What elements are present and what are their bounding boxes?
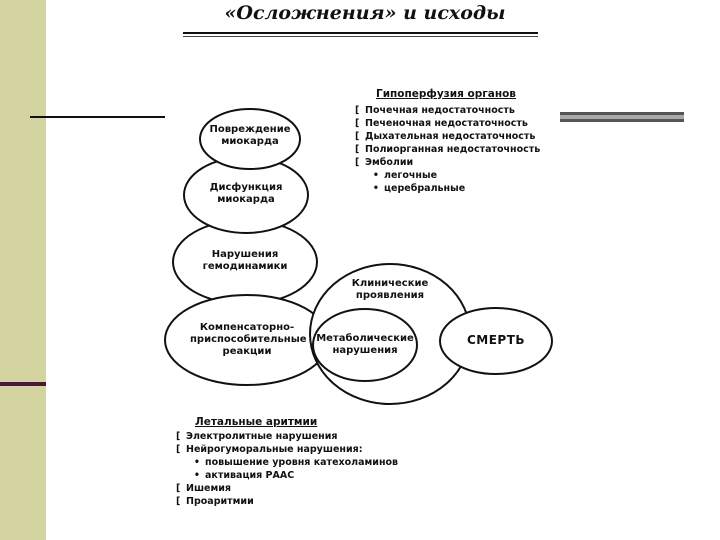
list-item	[355, 182, 540, 195]
list-item	[176, 456, 398, 469]
bullet-icon: •	[193, 457, 200, 468]
list-item-text: активация РААС	[205, 470, 295, 481]
list-item-text: церебральные	[384, 183, 466, 194]
node-hemodynamic-disorders: Нарушения гемодинамики	[202, 249, 288, 272]
bracket-marker: [	[176, 483, 181, 494]
bullet-icon: •	[372, 183, 379, 194]
bullet-icon: •	[372, 170, 379, 181]
bracket-marker: [	[355, 131, 360, 142]
list-item	[355, 143, 540, 156]
list-item-text: Ишемия	[186, 483, 232, 494]
list-item-text: легочные	[384, 170, 438, 181]
bracket-marker: [	[176, 444, 181, 455]
arrhythmia-list	[176, 430, 398, 508]
list-item-text: Проаритмии	[186, 496, 254, 507]
list-item	[355, 104, 540, 117]
list-item-text: Эмболии	[365, 157, 414, 168]
list-item	[355, 117, 540, 130]
hypoperfusion-header: Гипоперфузия органов	[376, 88, 516, 100]
list-item-text: Нейрогуморальные нарушения:	[186, 444, 363, 455]
node-death: СМЕРТЬ	[466, 333, 526, 347]
list-item	[355, 156, 540, 169]
arrhythmia-header: Летальные аритмии	[195, 416, 318, 428]
node-metabolic: Метаболические нарушения	[316, 333, 414, 356]
list-item-text: Почечная недостаточность	[365, 105, 515, 116]
list-item	[176, 482, 398, 495]
list-item	[176, 495, 398, 508]
bracket-marker: [	[355, 118, 360, 129]
slide-title: «Осложнения» и исходы	[224, 2, 506, 24]
list-item-text: Полиорганная недостаточность	[365, 144, 541, 155]
list-item	[355, 169, 540, 182]
bullet-icon: •	[193, 470, 200, 481]
node-compensatory: Компенсаторно-приспособительные реакции	[190, 322, 307, 357]
bracket-marker: [	[176, 496, 181, 507]
list-item	[176, 469, 398, 482]
node-myocardial-damage: Повреждение миокарда	[209, 124, 291, 147]
list-item	[176, 430, 398, 443]
bracket-marker: [	[176, 431, 181, 442]
bracket-marker: [	[355, 105, 360, 116]
list-item	[355, 130, 540, 143]
list-item	[176, 443, 398, 456]
list-item-text: Электролитные нарушения	[186, 431, 338, 442]
node-myocardial-dysfunction: Дисфункция миокарда	[209, 182, 283, 205]
list-item-text: Печеночная недостаточность	[365, 118, 528, 129]
hypoperfusion-list	[355, 104, 540, 195]
bracket-marker: [	[355, 157, 360, 168]
list-item-text: Дыхательная недостаточность	[365, 131, 536, 142]
list-item-text: повышение уровня катехоламинов	[205, 457, 399, 468]
bracket-marker: [	[355, 144, 360, 155]
node-clinical: Клинические проявления	[351, 278, 429, 301]
